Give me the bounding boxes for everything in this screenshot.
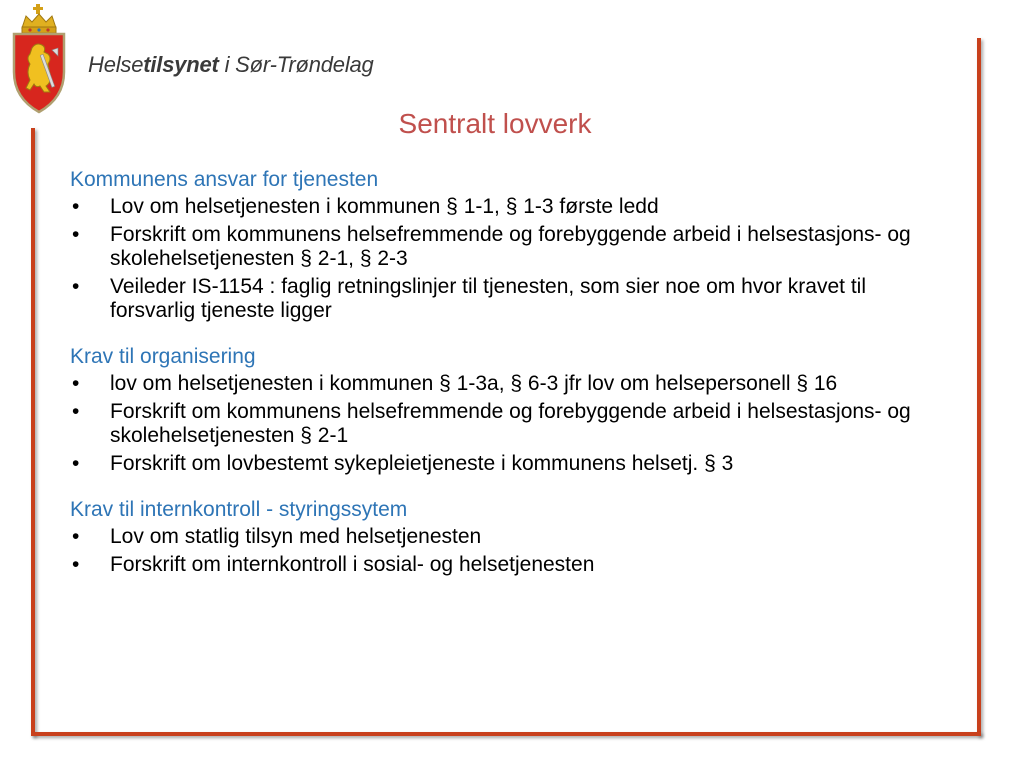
list-item: • Veileder IS-1154 : faglig retningslinjer til tjenesten, som sier noe om hvor kravet til forsvarlig tjeneste ligger bbox=[72, 275, 866, 322]
bullet-icon: • bbox=[72, 195, 80, 218]
section-heading: Krav til organisering bbox=[70, 345, 256, 368]
list-item: • Lov om statlig tilsyn med helsetjenesten bbox=[72, 525, 482, 548]
bullet-icon: • bbox=[72, 372, 80, 395]
norwegian-coat-of-arms-icon bbox=[6, 2, 72, 114]
section-heading: Krav til internkontroll - styringssytem bbox=[70, 498, 408, 521]
agency-name: Helsetilsynet i Sør-Trøndelag bbox=[88, 52, 374, 77]
bullet-icon: • bbox=[72, 275, 80, 298]
section-heading: Kommunens ansvar for tjenesten bbox=[70, 168, 379, 191]
bullet-icon: • bbox=[72, 525, 80, 548]
bullet-icon: • bbox=[72, 223, 80, 246]
list-item: • Forskrift om kommunens helsefremmende og forebyggende arbeid i helsestasjons- og skolehelsetjenesten § 2-1, § 2-3 bbox=[72, 223, 911, 270]
bullet-list bbox=[70, 372, 950, 476]
bullet-list bbox=[70, 195, 950, 323]
section-krav-internkontroll bbox=[70, 496, 950, 577]
frame-left-border bbox=[31, 128, 35, 736]
list-item: • lov om helsetjenesten i kommunen § 1-3a, § 6-3 jfr lov om helsepersonell § 16 bbox=[72, 372, 838, 395]
bullet-list bbox=[70, 525, 950, 577]
section-kommunens-ansvar bbox=[70, 166, 950, 323]
list-item: • Forskrift om lovbestemt sykepleietjeneste i kommunens helsetj. § 3 bbox=[72, 452, 734, 475]
frame-bottom-border bbox=[31, 732, 981, 736]
bullet-icon: • bbox=[72, 553, 80, 576]
bullet-icon: • bbox=[72, 452, 80, 475]
slide-content bbox=[70, 166, 950, 597]
list-item: • Lov om helsetjenesten i kommunen § 1-1, § 1-3 første ledd bbox=[72, 195, 659, 218]
frame-right-border bbox=[977, 38, 981, 736]
section-krav-organisering bbox=[70, 343, 950, 476]
slide-title: Sentralt lovverk bbox=[398, 108, 592, 139]
list-item: • Forskrift om internkontroll i sosial- og helsetjenesten bbox=[72, 553, 595, 576]
bullet-icon: • bbox=[72, 400, 80, 423]
list-item: • Forskrift om kommunens helsefremmende og forebyggende arbeid i helsestasjons- og skolehelsetjenesten § 2-1 bbox=[72, 400, 911, 447]
